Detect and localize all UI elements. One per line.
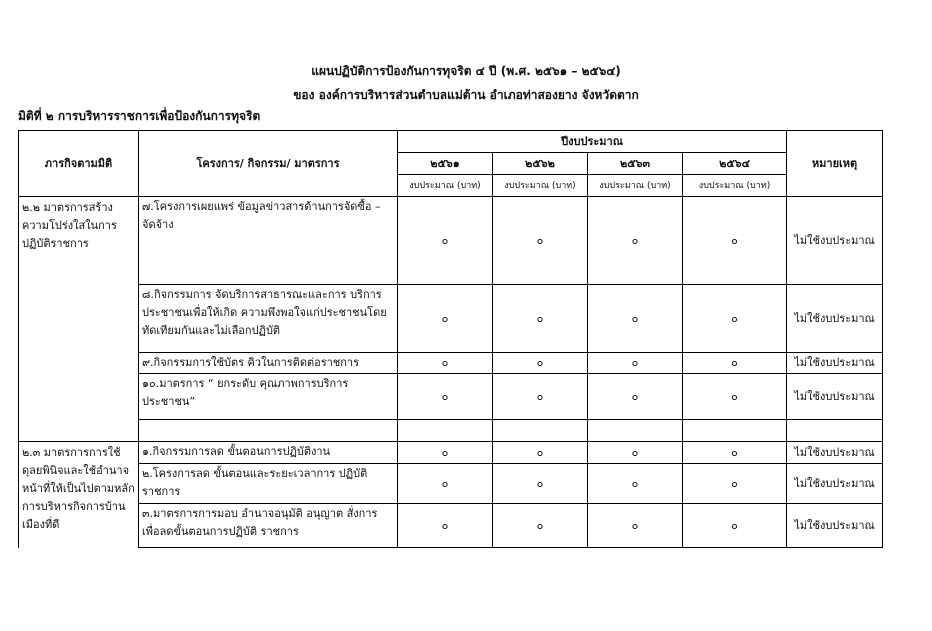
header-year: ๒๕๖๔: [683, 153, 787, 175]
header-year: ๒๕๖๓: [588, 153, 683, 175]
note-cell: ไม่ใช้งบประมาณ: [787, 374, 883, 420]
document-subtitle: ของ องค์การบริหารส่วนตำบลแม่ต้าน อำเภอท่าสองยาง จังหวัดตาก: [293, 88, 639, 102]
value-cell: ๐: [398, 442, 493, 464]
table-row: [19, 353, 883, 374]
project-cell: ๓.มาตรการการมอบ อำนาจอนุมัติ อนุญาต สั่งการเพื่อลดขั้นตอนการปฏิบัติ ราชการ: [139, 504, 398, 548]
table-row: [19, 197, 883, 285]
value-cell: ๐: [588, 197, 683, 285]
empty-cell: [787, 420, 883, 442]
header-year: ๒๕๖๑: [398, 153, 493, 175]
value-cell: ๐: [683, 504, 787, 548]
header-budget-year: ปีงบประมาณ: [398, 131, 787, 153]
table-row-empty: [19, 420, 883, 442]
value-cell: ๐: [493, 197, 588, 285]
value-cell: ๐: [588, 285, 683, 353]
note-cell: ไม่ใช้งบประมาณ: [787, 285, 883, 353]
value-cell: ๐: [588, 464, 683, 504]
header-project: โครงการ/ กิจกรรม/ มาตรการ: [139, 131, 398, 197]
value-cell: ๐: [398, 504, 493, 548]
value-cell: ๐: [683, 374, 787, 420]
project-cell: ๑.กิจกรรมการลด ขั้นตอนการปฏิบัติงาน: [139, 442, 398, 464]
header-year: ๒๕๖๒: [493, 153, 588, 175]
value-cell: ๐: [493, 353, 588, 374]
project-cell: ๘.กิจกรรมการ จัดบริการสาธารณะและการ บริการประชาชนเพื่อให้เกิด ความพึงพอใจแก่ประชาชนโดยทัดเทียมกันและไม่เลือกปฏิบัติ: [139, 285, 398, 353]
empty-cell: [683, 420, 787, 442]
empty-cell: [398, 420, 493, 442]
header-unit: งบประมาณ (บาท): [398, 175, 493, 197]
value-cell: ๐: [493, 504, 588, 548]
value-cell: ๐: [683, 197, 787, 285]
value-cell: ๐: [398, 464, 493, 504]
empty-cell: [588, 420, 683, 442]
value-cell: ๐: [493, 285, 588, 353]
document-title: แผนปฏิบัติการป้องกันการทุจริต ๔ ปี (พ.ศ. ๒๕๖๑ – ๒๕๖๔): [311, 64, 621, 78]
header-unit: งบประมาณ (บาท): [683, 175, 787, 197]
header-note: หมายเหตุ: [787, 131, 883, 197]
note-cell: ไม่ใช้งบประมาณ: [787, 353, 883, 374]
table-row: [19, 374, 883, 420]
value-cell: ๐: [398, 353, 493, 374]
project-cell: ๒.โครงการลด ขั้นตอนและระยะเวลาการ ปฏิบัติราชการ: [139, 464, 398, 504]
project-cell: ๗.โครงการเผยแพร่ ข้อมูลข่าวสารด้านการจัดซื้อ – จัดจ้าง: [139, 197, 398, 285]
plan-table: [18, 130, 883, 548]
mission-cell: ๒.๒ มาตรการสร้างความโปร่งใสในการปฏิบัติราชการ: [19, 197, 139, 442]
header-mission: ภารกิจตามมิติ: [19, 131, 139, 197]
value-cell: ๐: [683, 353, 787, 374]
value-cell: ๐: [588, 442, 683, 464]
project-cell: ๑๐.มาตรการ “ ยกระดับ คุณภาพการบริการประชาชน”: [139, 374, 398, 420]
value-cell: ๐: [683, 442, 787, 464]
value-cell: ๐: [588, 504, 683, 548]
value-cell: ๐: [588, 353, 683, 374]
table-row: [19, 504, 883, 548]
note-cell: ไม่ใช้งบประมาณ: [787, 464, 883, 504]
table-row: [19, 285, 883, 353]
value-cell: ๐: [493, 442, 588, 464]
mission-cell: ๒.๓ มาตรการการใช้ดุลยพินิจและใช้อำนาจหน้าที่ให้เป็นไปตามหลักการบริหารกิจการบ้านเมืองที่ดี: [19, 442, 139, 548]
project-cell: ๙.กิจกรรมการใช้บัตร คิวในการติดต่อราชการ: [139, 353, 398, 374]
empty-cell: [139, 420, 398, 442]
value-cell: ๐: [683, 464, 787, 504]
header-unit: งบประมาณ (บาท): [493, 175, 588, 197]
header-unit: งบประมาณ (บาท): [588, 175, 683, 197]
table-row: [19, 442, 883, 464]
note-cell: ไม่ใช้งบประมาณ: [787, 442, 883, 464]
value-cell: ๐: [398, 197, 493, 285]
table-row: [19, 464, 883, 504]
note-cell: ไม่ใช้งบประมาณ: [787, 197, 883, 285]
value-cell: ๐: [398, 285, 493, 353]
value-cell: ๐: [683, 285, 787, 353]
value-cell: ๐: [398, 374, 493, 420]
section-heading: มิติที่ ๒ การบริหารราชการเพื่อป้องกันการทุจริต: [18, 109, 261, 123]
empty-cell: [493, 420, 588, 442]
value-cell: ๐: [493, 464, 588, 504]
value-cell: ๐: [588, 374, 683, 420]
value-cell: ๐: [493, 374, 588, 420]
note-cell: ไม่ใช้งบประมาณ: [787, 504, 883, 548]
